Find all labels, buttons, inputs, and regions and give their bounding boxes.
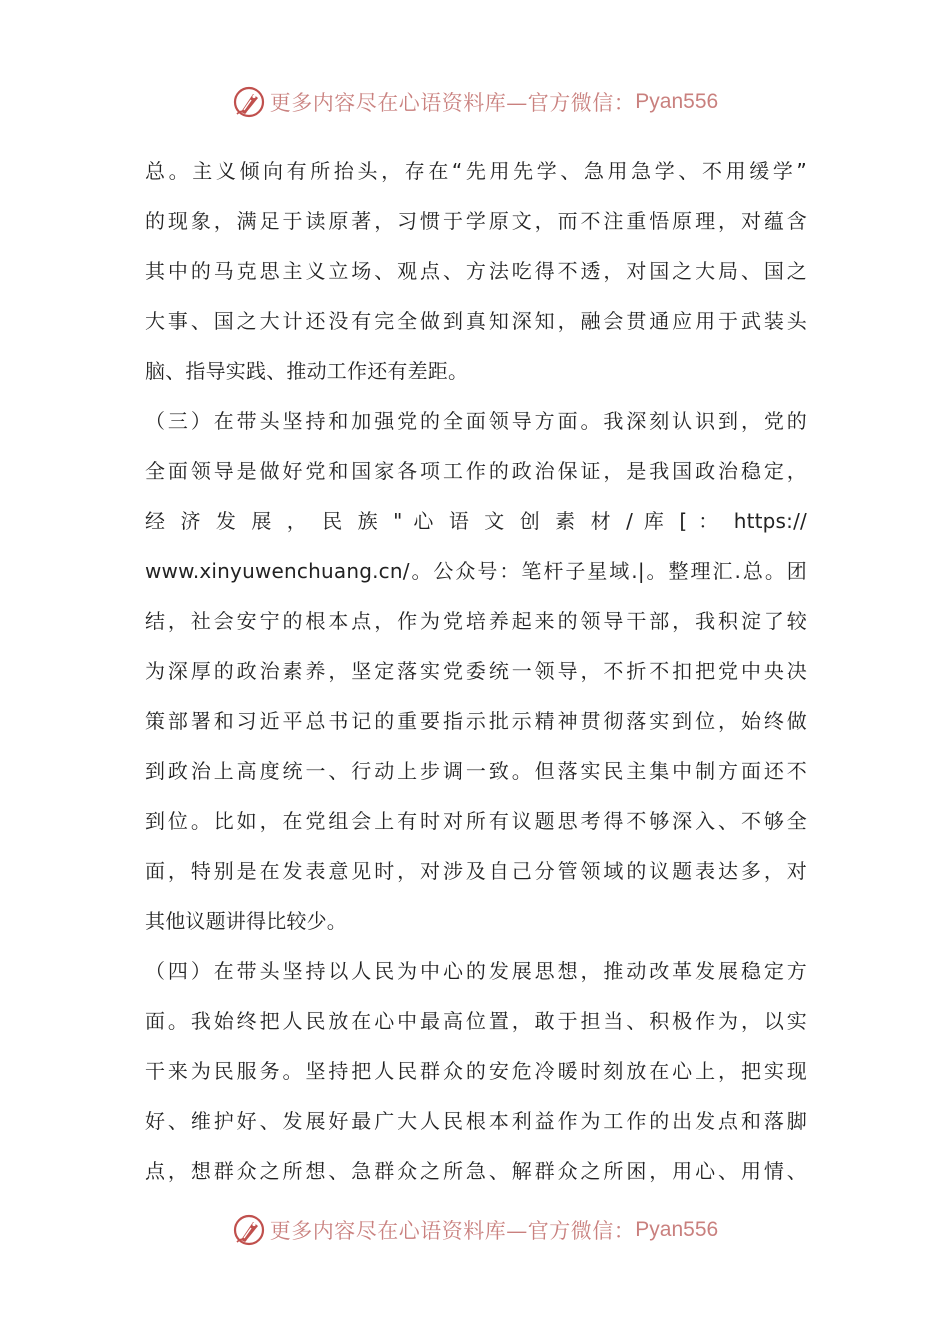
body-line: （四）在带头坚持以人民为中心的发展思想，推动改革发展稳定方	[145, 959, 807, 983]
body-line: 干来为民服务。坚持把人民群众的安危冷暖时刻放在心上，把实现	[145, 1059, 807, 1083]
body-line: www.xinyuwenchuang.cn/。公众号：笔杆子星域.|。整理汇.总。团	[145, 559, 807, 583]
document-body	[145, 146, 807, 1196]
body-line: 总。主义倾向有所抬头，存在“先用先学、急用急学、不用缓学”	[145, 159, 807, 183]
body-line: 面，特别是在发表意见时，对涉及自己分管领域的议题表达多，对	[145, 859, 807, 883]
body-line: （三）在带头坚持和加强党的全面领导方面。我深刻认识到，党的	[145, 409, 807, 433]
body-line: 大事、国之大计还没有完全做到真知深知，融会贯通应用于武装头	[145, 309, 807, 333]
body-line: 全面领导是做好党和国家各项工作的政治保证，是我国政治稳定，	[145, 459, 807, 483]
body-line: 到政治上高度统一、行动上步调一致。但落实民主集中制方面还不	[145, 759, 807, 783]
pen-logo-icon	[232, 1213, 266, 1247]
body-line: 点，想群众之所想、急群众之所急、解群众之所困，用心、用情、	[145, 1159, 807, 1183]
footer-banner	[0, 1210, 950, 1250]
pen-logo-icon	[232, 85, 266, 119]
header-banner	[0, 82, 950, 122]
body-line: 结，社会安宁的根本点，作为党培养起来的领导干部，我积淀了较	[145, 609, 807, 633]
footer-banner-text: 更多内容尽在心语资料库—官方微信：	[269, 1219, 636, 1243]
body-line: 脑、指导实践、推动工作还有差距。	[145, 359, 469, 383]
body-line: 好、维护好、发展好最广大人民根本利益作为工作的出发点和落脚	[145, 1109, 807, 1133]
body-line: 其中的马克思主义立场、观点、方法吃得不透，对国之大局、国之	[145, 259, 807, 283]
body-line: 经 济 发 展 ， 民 族 " 心 语 文 创 素 材 / 库 [ ： https://	[145, 509, 807, 533]
body-line: 策部署和习近平总书记的重要指示批示精神贯彻落实到位，始终做	[145, 709, 807, 733]
header-banner-wechat-id: Pyan556	[635, 90, 719, 113]
body-line: 的现象，满足于读原著，习惯于学原文，而不注重悟原理，对蕴含	[145, 209, 807, 233]
body-line: 为深厚的政治素养，坚定落实党委统一领导，不折不扣把党中央决	[145, 659, 807, 683]
body-line: 其他议题讲得比较少。	[145, 909, 347, 933]
footer-banner-wechat-id: Pyan556	[635, 1218, 719, 1241]
body-line: 到位。比如，在党组会上有时对所有议题思考得不够深入、不够全	[145, 809, 807, 833]
body-line: 面。我始终把人民放在心中最高位置，敢于担当、积极作为，以实	[145, 1009, 807, 1033]
header-banner-text: 更多内容尽在心语资料库—官方微信：	[269, 91, 636, 115]
